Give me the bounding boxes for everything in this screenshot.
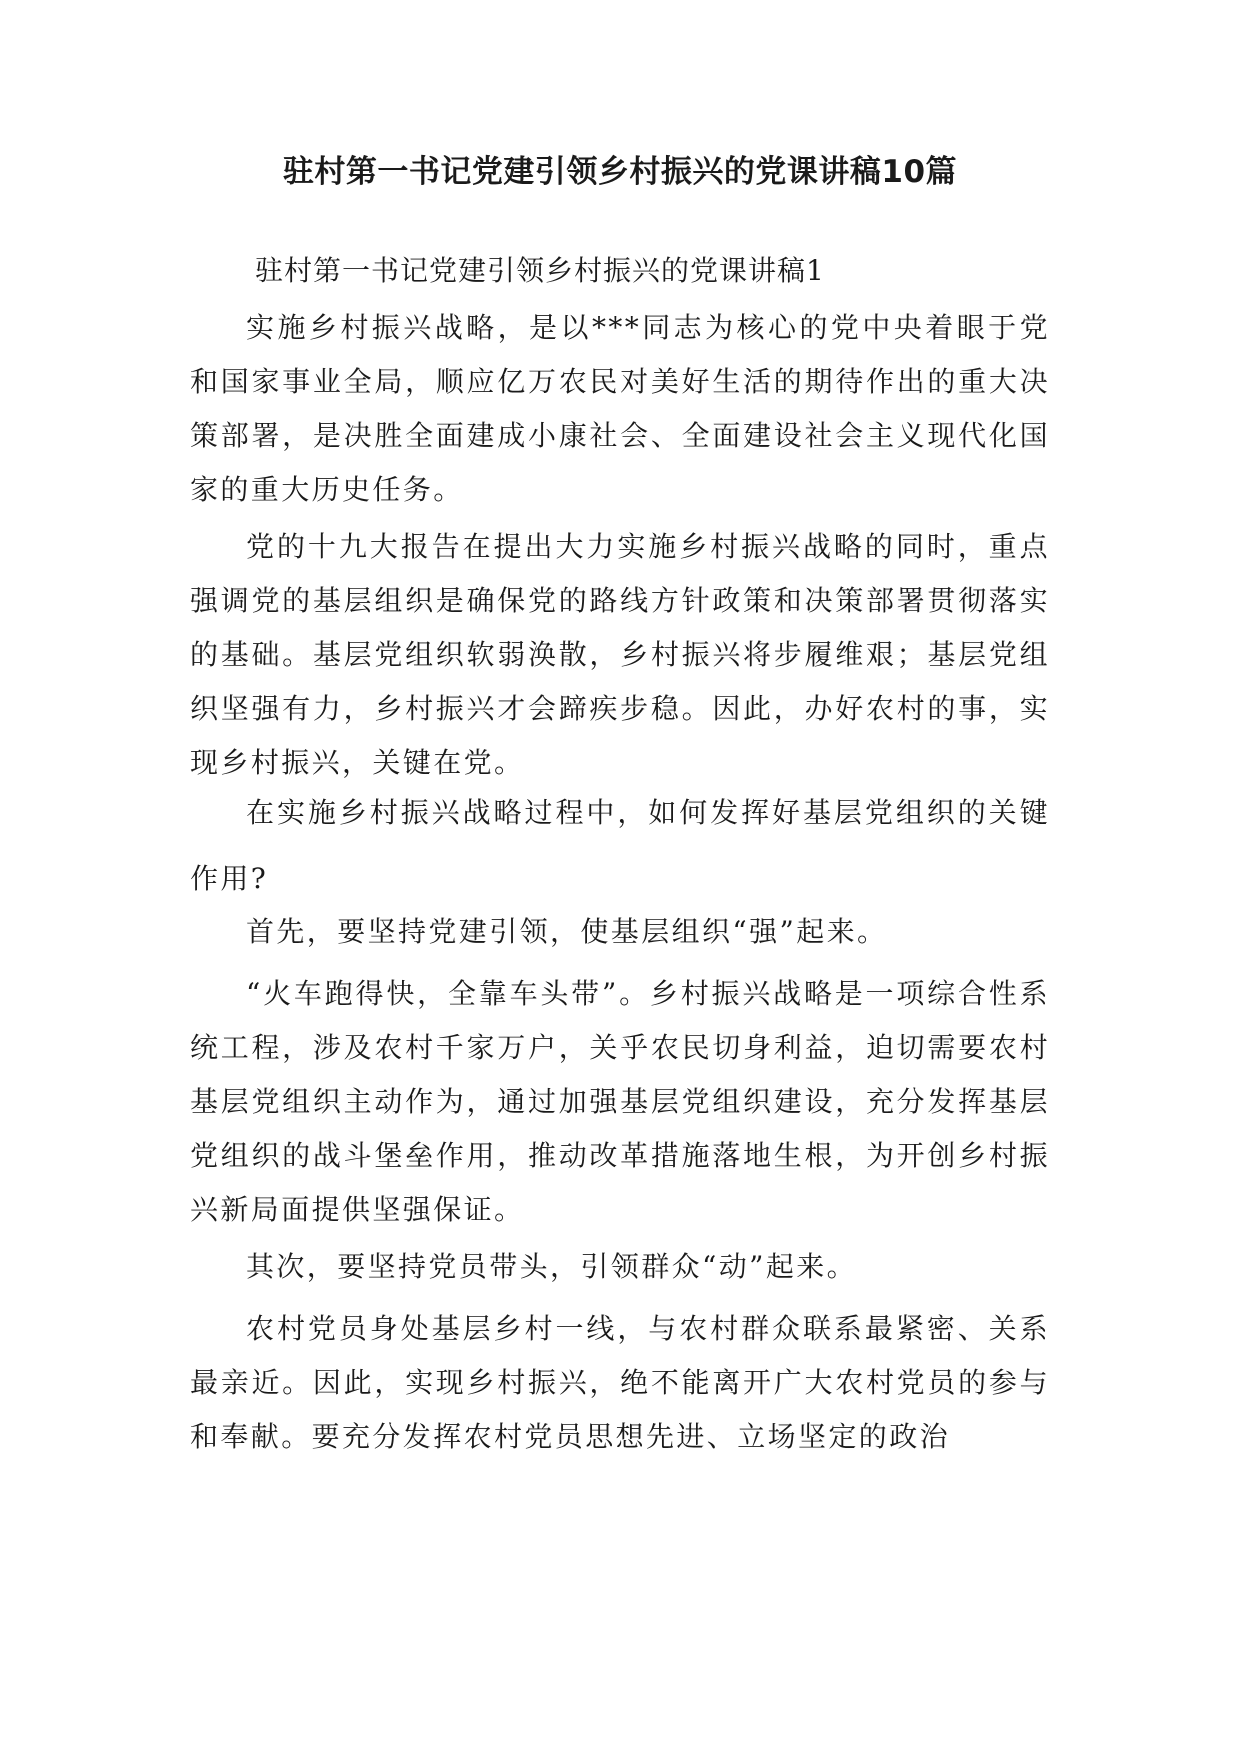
paragraph: 党的十九大报告在提出大力实施乡村振兴战略的同时，重点强调党的基层组织是确保党的路线方针政策和决策部署贯彻落实的基础。基层党组织软弱涣散，乡村振兴将步履维艰；基层党组织坚强有力，乡村振兴才会蹄疾步稳。因此，办好农村的事，实现乡村振兴，关键在党。	[190, 530, 1050, 779]
paragraph-6-block	[190, 1240, 1050, 1294]
section-heading: 驻村第一书记党建引领乡村振兴的党课讲稿1	[255, 254, 825, 287]
paragraph-2-block	[190, 520, 1050, 790]
paragraph-4-block	[190, 905, 1050, 959]
paragraph-7-block	[190, 1302, 1050, 1464]
paragraph-1-block	[190, 301, 1050, 517]
paragraph-3-block	[190, 780, 1050, 912]
paragraph: 首先，要坚持党建引领，使基层组织“强”起来。	[246, 915, 888, 948]
paragraph: 其次，要坚持党员带头，引领群众“动”起来。	[246, 1250, 858, 1283]
paragraph: 农村党员身处基层乡村一线，与农村群众联系最紧密、关系最亲近。因此，实现乡村振兴，绝不能离开广大农村党员的参与和奉献。要充分发挥农村党员思想先进、立场坚定的政治	[190, 1312, 1050, 1453]
paragraph: “火车跑得快，全靠车头带”。乡村振兴战略是一项综合性系统工程，涉及农村千家万户，关乎农民切身利益，迫切需要农村基层党组织主动作为，通过加强基层党组织建设，充分发挥基层党组织的战斗堡垒作用，推动改革措施落地生根，为开创乡村振兴新局面提供坚强保证。	[190, 977, 1050, 1226]
document-title: 驻村第一书记党建引领乡村振兴的党课讲稿10篇	[282, 154, 958, 190]
paragraph: 在实施乡村振兴战略过程中，如何发挥好基层党组织的关键作用?	[190, 796, 1050, 895]
paragraph-5-block	[190, 967, 1050, 1237]
paragraph: 实施乡村振兴战略，是以***同志为核心的党中央着眼于党和国家事业全局，顺应亿万农民对美好生活的期待作出的重大决策部署，是决胜全面建成小康社会、全面建设社会主义现代化国家的重大历史任务。	[190, 311, 1050, 506]
